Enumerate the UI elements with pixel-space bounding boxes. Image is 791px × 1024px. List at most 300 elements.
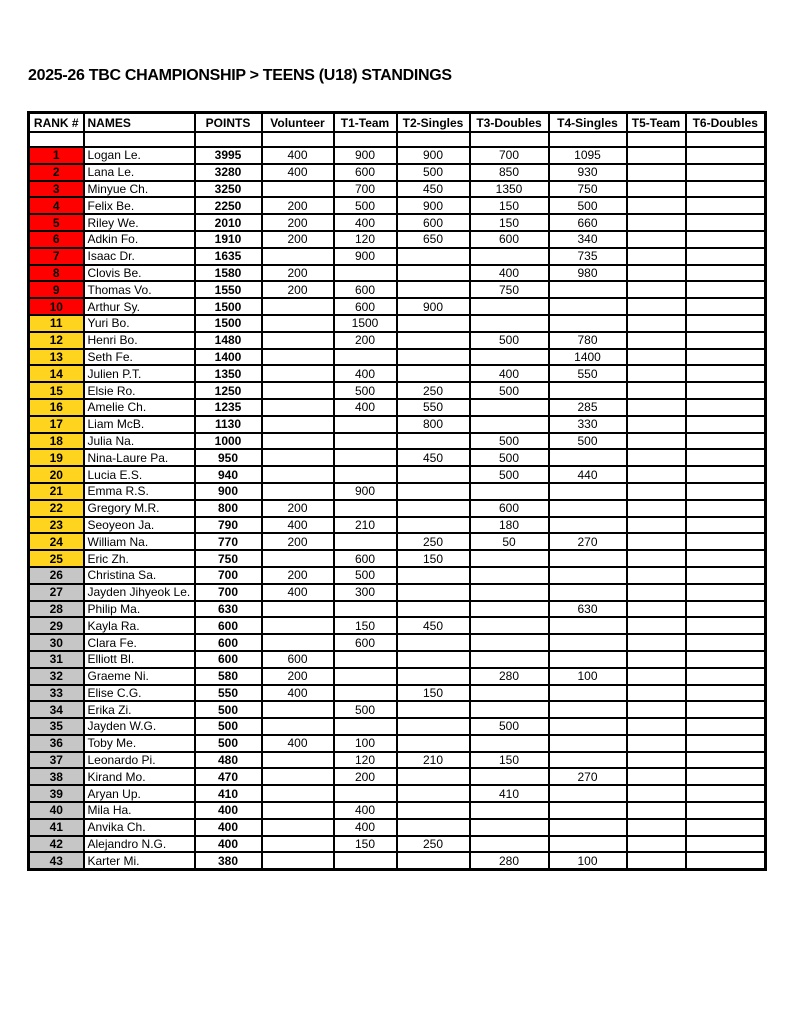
t2-singles-cell [397,332,470,349]
t6-doubles-cell [686,802,766,819]
t6-doubles-cell [686,836,766,853]
volunteer-cell [262,449,334,466]
t2-singles-cell [397,567,470,584]
t3-doubles-cell [470,634,549,651]
t5-team-cell [627,399,686,416]
rank-cell: 30 [29,634,84,651]
t6-doubles-cell [686,466,766,483]
name-cell: Arthur Sy. [84,298,195,315]
t1-team-cell: 900 [334,483,397,500]
volunteer-cell: 200 [262,231,334,248]
t2-singles-cell: 450 [397,617,470,634]
name-cell: Julia Na. [84,433,195,450]
points-cell: 3250 [195,181,262,198]
t3-doubles-cell [470,735,549,752]
table-row [29,651,766,668]
t1-team-cell: 600 [334,298,397,315]
t4-singles-cell: 660 [549,214,627,231]
table-row [29,718,766,735]
spacer-cell [262,132,334,147]
t4-singles-cell [549,298,627,315]
volunteer-cell [262,852,334,869]
points-cell: 1350 [195,365,262,382]
t1-team-cell: 400 [334,802,397,819]
t4-singles-cell: 500 [549,433,627,450]
t2-singles-cell [397,315,470,332]
name-cell: Lucia E.S. [84,466,195,483]
t3-doubles-cell: 500 [470,433,549,450]
spacer-cell [84,132,195,147]
name-cell: Thomas Vo. [84,281,195,298]
rank-cell: 14 [29,365,84,382]
t3-doubles-cell [470,802,549,819]
t3-doubles-cell: 50 [470,533,549,550]
t2-singles-cell: 500 [397,164,470,181]
t2-singles-cell: 250 [397,836,470,853]
t1-team-cell: 200 [334,768,397,785]
table-row [29,181,766,198]
t3-doubles-cell: 280 [470,852,549,869]
spacer-cell [397,132,470,147]
name-cell: Mila Ha. [84,802,195,819]
t1-team-cell: 600 [334,281,397,298]
points-cell: 1500 [195,298,262,315]
points-cell: 1250 [195,382,262,399]
points-cell: 700 [195,567,262,584]
t4-singles-cell: 340 [549,231,627,248]
volunteer-cell: 200 [262,214,334,231]
name-cell: Seth Fe. [84,349,195,366]
t1-team-cell [334,718,397,735]
name-cell: William Na. [84,533,195,550]
t3-doubles-cell: 500 [470,449,549,466]
t5-team-cell [627,735,686,752]
points-cell: 400 [195,802,262,819]
table-row [29,466,766,483]
t2-singles-cell: 250 [397,533,470,550]
table-row [29,265,766,282]
rank-cell: 6 [29,231,84,248]
table-row [29,768,766,785]
rank-cell: 3 [29,181,84,198]
spacer-row [29,132,766,147]
t5-team-cell [627,802,686,819]
table-row [29,164,766,181]
t6-doubles-cell [686,433,766,450]
table-row [29,349,766,366]
t3-doubles-cell: 150 [470,752,549,769]
t4-singles-cell [549,802,627,819]
rank-cell: 31 [29,651,84,668]
t4-singles-cell: 270 [549,533,627,550]
rank-cell: 24 [29,533,84,550]
rank-cell: 4 [29,197,84,214]
table-row [29,483,766,500]
t3-doubles-cell: 600 [470,500,549,517]
table-row [29,785,766,802]
volunteer-cell [262,399,334,416]
points-cell: 900 [195,483,262,500]
table-row [29,668,766,685]
t6-doubles-cell [686,533,766,550]
rank-cell: 39 [29,785,84,802]
t1-team-cell: 120 [334,752,397,769]
t2-singles-cell: 650 [397,231,470,248]
t1-team-cell: 900 [334,248,397,265]
t4-singles-cell [549,701,627,718]
t2-singles-cell: 600 [397,214,470,231]
t1-team-cell [334,265,397,282]
name-cell: Logan Le. [84,147,195,164]
t1-team-cell: 700 [334,181,397,198]
t1-team-cell: 600 [334,634,397,651]
t5-team-cell [627,332,686,349]
volunteer-cell: 400 [262,584,334,601]
volunteer-cell: 200 [262,197,334,214]
volunteer-cell [262,315,334,332]
table-row [29,197,766,214]
volunteer-cell [262,332,334,349]
header-rank: RANK # [29,113,84,133]
volunteer-cell: 400 [262,147,334,164]
t4-singles-cell: 550 [549,365,627,382]
name-cell: Riley We. [84,214,195,231]
table-row [29,550,766,567]
t3-doubles-cell [470,349,549,366]
points-cell: 600 [195,634,262,651]
t2-singles-cell: 900 [397,197,470,214]
standings-table [27,111,767,871]
rank-cell: 1 [29,147,84,164]
t3-doubles-cell: 1350 [470,181,549,198]
t6-doubles-cell [686,634,766,651]
t6-doubles-cell [686,550,766,567]
name-cell: Philip Ma. [84,601,195,618]
volunteer-cell [262,416,334,433]
rank-cell: 36 [29,735,84,752]
name-cell: Elsie Ro. [84,382,195,399]
t5-team-cell [627,668,686,685]
t2-singles-cell [397,466,470,483]
t1-team-cell: 210 [334,517,397,534]
t2-singles-cell [397,281,470,298]
t1-team-cell [334,449,397,466]
name-cell: Yuri Bo. [84,315,195,332]
name-cell: Minyue Ch. [84,181,195,198]
volunteer-cell: 400 [262,685,334,702]
t4-singles-cell: 270 [549,768,627,785]
t3-doubles-cell [470,483,549,500]
t5-team-cell [627,500,686,517]
t4-singles-cell: 780 [549,332,627,349]
volunteer-cell [262,601,334,618]
t1-team-cell: 500 [334,701,397,718]
t6-doubles-cell [686,449,766,466]
t1-team-cell [334,685,397,702]
volunteer-cell [262,718,334,735]
name-cell: Karter Mi. [84,852,195,869]
name-cell: Kayla Ra. [84,617,195,634]
header-points: POINTS [195,113,262,133]
t3-doubles-cell [470,601,549,618]
t6-doubles-cell [686,416,766,433]
volunteer-cell [262,365,334,382]
rank-cell: 40 [29,802,84,819]
t6-doubles-cell [686,601,766,618]
t2-singles-cell [397,265,470,282]
t5-team-cell [627,517,686,534]
points-cell: 1500 [195,315,262,332]
t5-team-cell [627,181,686,198]
name-cell: Nina-Laure Pa. [84,449,195,466]
t4-singles-cell [549,785,627,802]
name-cell: Amelie Ch. [84,399,195,416]
t3-doubles-cell: 150 [470,214,549,231]
spacer-cell [195,132,262,147]
rank-cell: 13 [29,349,84,366]
t1-team-cell [334,349,397,366]
points-cell: 1480 [195,332,262,349]
t5-team-cell [627,651,686,668]
t6-doubles-cell [686,752,766,769]
points-cell: 580 [195,668,262,685]
points-cell: 1130 [195,416,262,433]
rank-cell: 17 [29,416,84,433]
header-names: NAMES [84,113,195,133]
table-row [29,416,766,433]
t2-singles-cell [397,768,470,785]
t5-team-cell [627,768,686,785]
points-cell: 400 [195,836,262,853]
rank-cell: 12 [29,332,84,349]
page-title: 2025-26 TBC CHAMPIONSHIP > TEENS (U18) STANDINGS [28,67,452,84]
t4-singles-cell: 1400 [549,349,627,366]
t5-team-cell [627,533,686,550]
volunteer-cell [262,298,334,315]
table-row [29,836,766,853]
t5-team-cell [627,315,686,332]
t1-team-cell: 600 [334,550,397,567]
t3-doubles-cell: 180 [470,517,549,534]
t6-doubles-cell [686,701,766,718]
rank-cell: 23 [29,517,84,534]
points-cell: 480 [195,752,262,769]
t6-doubles-cell [686,298,766,315]
t2-singles-cell [397,735,470,752]
name-cell: Kirand Mo. [84,768,195,785]
points-cell: 600 [195,617,262,634]
t2-singles-cell: 900 [397,147,470,164]
t4-singles-cell [549,836,627,853]
name-cell: Toby Me. [84,735,195,752]
t6-doubles-cell [686,349,766,366]
t3-doubles-cell: 500 [470,466,549,483]
points-cell: 940 [195,466,262,483]
t5-team-cell [627,416,686,433]
rank-cell: 8 [29,265,84,282]
volunteer-cell: 200 [262,567,334,584]
volunteer-cell [262,701,334,718]
t5-team-cell [627,785,686,802]
name-cell: Clara Fe. [84,634,195,651]
t3-doubles-cell [470,819,549,836]
t5-team-cell [627,836,686,853]
rank-cell: 43 [29,852,84,869]
t2-singles-cell: 150 [397,685,470,702]
t3-doubles-cell: 400 [470,265,549,282]
name-cell: Jayden W.G. [84,718,195,735]
table-row [29,382,766,399]
t2-singles-cell: 210 [397,752,470,769]
t4-singles-cell: 930 [549,164,627,181]
t5-team-cell [627,298,686,315]
name-cell: Julien P.T. [84,365,195,382]
t6-doubles-cell [686,265,766,282]
t6-doubles-cell [686,399,766,416]
points-cell: 1000 [195,433,262,450]
t2-singles-cell [397,248,470,265]
t4-singles-cell [549,752,627,769]
t5-team-cell [627,147,686,164]
spacer-cell [627,132,686,147]
table-row [29,567,766,584]
t3-doubles-cell [470,416,549,433]
t5-team-cell [627,550,686,567]
table-row [29,634,766,651]
name-cell: Liam McB. [84,416,195,433]
rank-cell: 32 [29,668,84,685]
header-t3-doubles: T3-Doubles [470,113,549,133]
points-cell: 1400 [195,349,262,366]
t1-team-cell: 120 [334,231,397,248]
t4-singles-cell: 100 [549,852,627,869]
t1-team-cell [334,785,397,802]
volunteer-cell [262,819,334,836]
rank-cell: 2 [29,164,84,181]
t3-doubles-cell: 500 [470,382,549,399]
t6-doubles-cell [686,164,766,181]
t4-singles-cell: 980 [549,265,627,282]
rank-cell: 42 [29,836,84,853]
t3-doubles-cell: 500 [470,718,549,735]
spacer-cell [29,132,84,147]
points-cell: 500 [195,718,262,735]
name-cell: Isaac Dr. [84,248,195,265]
t4-singles-cell [549,483,627,500]
t5-team-cell [627,449,686,466]
t5-team-cell [627,718,686,735]
table-row [29,248,766,265]
volunteer-cell: 400 [262,735,334,752]
t4-singles-cell: 330 [549,416,627,433]
t6-doubles-cell [686,197,766,214]
name-cell: Leonardo Pi. [84,752,195,769]
points-cell: 3995 [195,147,262,164]
t4-singles-cell [549,550,627,567]
points-cell: 750 [195,550,262,567]
t1-team-cell [334,852,397,869]
t2-singles-cell [397,718,470,735]
t2-singles-cell: 450 [397,449,470,466]
t2-singles-cell: 150 [397,550,470,567]
t1-team-cell: 500 [334,197,397,214]
t5-team-cell [627,685,686,702]
t3-doubles-cell [470,567,549,584]
table-row [29,281,766,298]
t1-team-cell: 500 [334,382,397,399]
t3-doubles-cell: 600 [470,231,549,248]
t2-singles-cell [397,483,470,500]
table-row [29,365,766,382]
points-cell: 700 [195,584,262,601]
t2-singles-cell [397,517,470,534]
t4-singles-cell: 630 [549,601,627,618]
t2-singles-cell [397,500,470,517]
points-cell: 2010 [195,214,262,231]
name-cell: Lana Le. [84,164,195,181]
t5-team-cell [627,365,686,382]
t6-doubles-cell [686,147,766,164]
table-row [29,752,766,769]
name-cell: Gregory M.R. [84,500,195,517]
t4-singles-cell [549,382,627,399]
t2-singles-cell [397,802,470,819]
t6-doubles-cell [686,651,766,668]
volunteer-cell: 400 [262,164,334,181]
table-row [29,852,766,869]
t6-doubles-cell [686,315,766,332]
t6-doubles-cell [686,517,766,534]
header-t4-singles: T4-Singles [549,113,627,133]
rank-cell: 21 [29,483,84,500]
points-cell: 1910 [195,231,262,248]
t5-team-cell [627,752,686,769]
t2-singles-cell [397,584,470,601]
table-row [29,701,766,718]
volunteer-cell [262,433,334,450]
t2-singles-cell [397,668,470,685]
name-cell: Clovis Be. [84,265,195,282]
t6-doubles-cell [686,231,766,248]
t2-singles-cell: 550 [397,399,470,416]
rank-cell: 38 [29,768,84,785]
t5-team-cell [627,634,686,651]
table-row [29,332,766,349]
points-cell: 3280 [195,164,262,181]
name-cell: Elliott Bl. [84,651,195,668]
t4-singles-cell: 440 [549,466,627,483]
spacer-cell [334,132,397,147]
table-row [29,802,766,819]
rank-cell: 27 [29,584,84,601]
t1-team-cell: 300 [334,584,397,601]
t1-team-cell [334,533,397,550]
t3-doubles-cell: 280 [470,668,549,685]
t6-doubles-cell [686,181,766,198]
t3-doubles-cell: 700 [470,147,549,164]
t1-team-cell: 600 [334,164,397,181]
t4-singles-cell: 100 [549,668,627,685]
table-row [29,449,766,466]
table-row [29,685,766,702]
t6-doubles-cell [686,567,766,584]
t6-doubles-cell [686,281,766,298]
volunteer-cell: 200 [262,265,334,282]
t2-singles-cell [397,785,470,802]
t3-doubles-cell [470,399,549,416]
name-cell: Henri Bo. [84,332,195,349]
t3-doubles-cell [470,584,549,601]
